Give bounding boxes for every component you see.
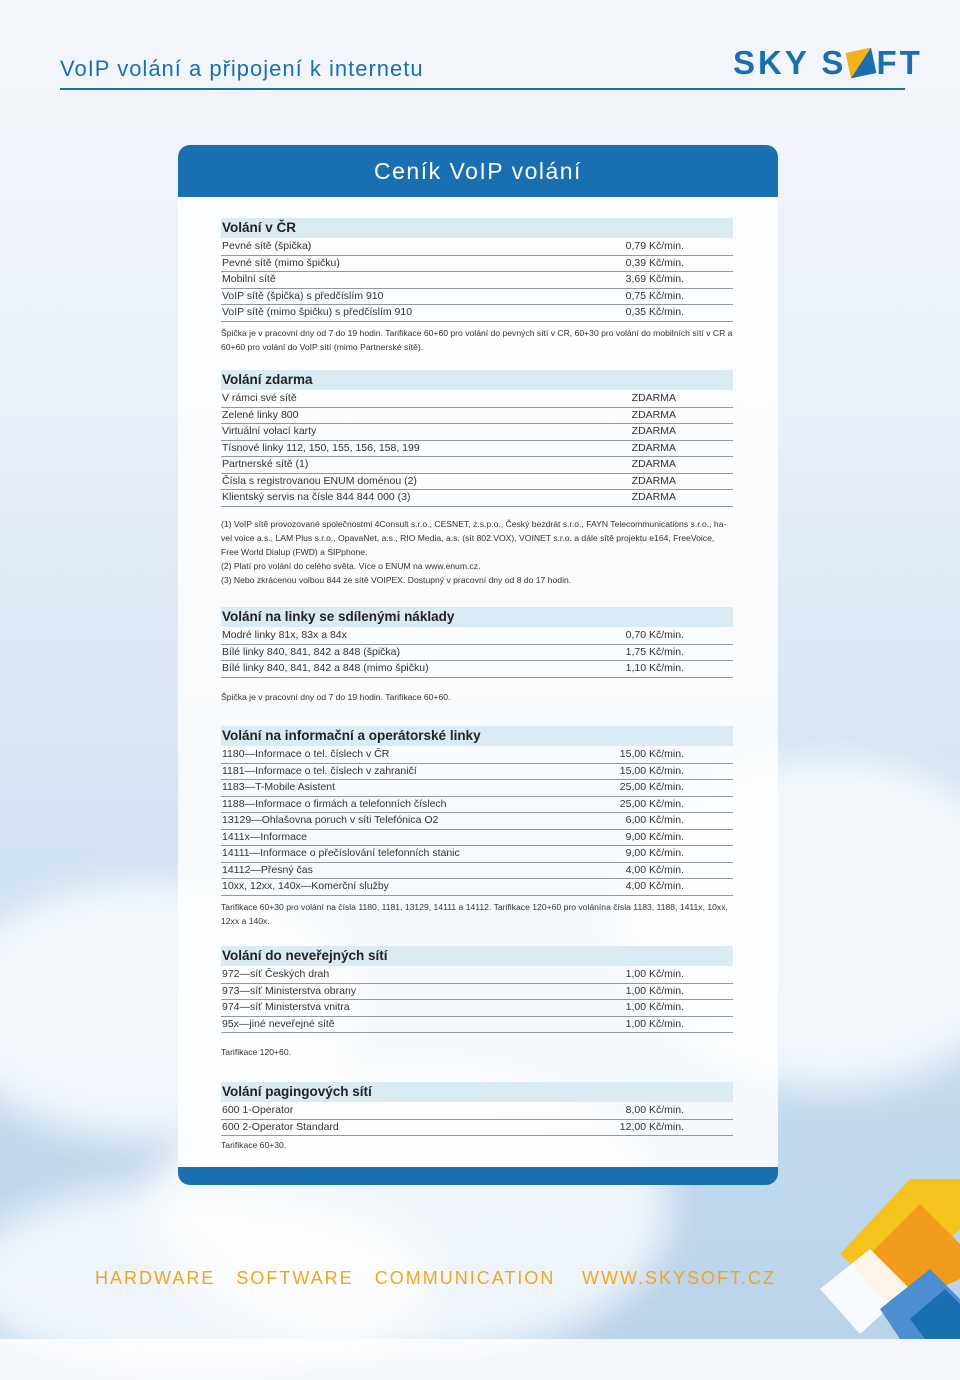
section-note: Špička je v pracovní dny od 7 do 19 hodin. Tarifikace 60+60 pro volání do pevných sítí v CR, 60+30 pro volání do mobilních sítí v CR a 60+60 pro volání do VoIP sítí (mimo Partnerské sítě). — [221, 327, 733, 352]
table-row: Modré linky 81x, 83x a 84x 0,70 Kč/min. — [221, 628, 733, 645]
section-shared-cost — [221, 607, 733, 704]
table-row: Bílé linky 840, 841, 842 a 848 (špička) 1,75 Kč/min. — [221, 645, 733, 662]
section-note: Tarifikace 120+60. — [221, 1047, 291, 1057]
table-row: 1181—Informace o tel. číslech v zahraničí 15,00 Kč/min. — [221, 764, 733, 781]
card-header — [178, 145, 778, 197]
table-row: 974—síť Ministerstva vnitra 1,00 Kč/min. — [221, 1000, 733, 1017]
section-note: Tarifikace 60+30 pro volání na čísla 1180, 1181, 13129, 14111 a 14112. Tarifikace 120+60 pro volánína čísla 1183, 1188, 1411x, 10xx, 12xx a 140x. — [221, 901, 728, 926]
table-row: Čísla s registrovanou ENUM doménou (2) ZDARMA — [221, 474, 733, 491]
footer-website-link[interactable]: WWW.SKYSOFT.CZ — [582, 1268, 776, 1288]
table-row: Mobilní sítě 3,69 Kč/min. — [221, 272, 733, 289]
table-row: 600 1-Operator 8,00 Kč/min. — [221, 1103, 733, 1120]
logo-mark-icon — [846, 48, 877, 79]
table-row: 1411x—Informace 9,00 Kč/min. — [221, 830, 733, 847]
footer-software: SOFTWARE — [236, 1268, 354, 1288]
table-row: Pevné sítě (mimo špičku) 0,39 Kč/min. — [221, 256, 733, 273]
table-row: 973—síť Ministerstva obrany 1,00 Kč/min. — [221, 984, 733, 1001]
footer-hardware: HARDWARE — [95, 1268, 216, 1288]
table-row: V rámci své sítě ZDARMA — [221, 391, 733, 408]
section-title: Volání zdarma — [221, 370, 733, 390]
table-row: Klientský servis na čísle 844 844 000 (3) ZDARMA — [221, 490, 733, 507]
table-row: 95x—jiné neveřejné sítě 1,00 Kč/min. — [221, 1017, 733, 1034]
card-title: Ceník VoIP volání — [374, 157, 582, 184]
section-free — [221, 370, 733, 587]
table-row: 1183—T-Mobile Asistent 25,00 Kč/min. — [221, 780, 733, 797]
table-row: 1180—Informace o tel. číslech v ČR 15,00 Kč/min. — [221, 747, 733, 764]
section-title: Volání do neveřejných sítí — [221, 946, 733, 966]
card-footer — [178, 1167, 778, 1185]
table-row: Pevné sítě (špička) 0,79 Kč/min. — [221, 239, 733, 256]
decorative-corner-shapes-icon — [800, 1159, 960, 1339]
table-row: 14112—Přesný čas 4,00 Kč/min. — [221, 863, 733, 880]
table-row: 1188—Informace o firmách a telefonních číslech 25,00 Kč/min. — [221, 797, 733, 814]
section-cr — [221, 218, 733, 354]
section-note: Tarifikace 60+30. — [221, 1140, 287, 1150]
footnote-1: (1) VoIP sítě provozované společnostmi 4Consult s.r.o., CESNET, z.s.p.o., Český bezdrát s.r.o., FAYN Telecommunications s.r.o., ha-vel voice a.s., LAM Plus s.r.o., OpavaNet, a.s., RIO Media, a.s. (sít 802.VOX), VOINET s.r.o. a dále sítě projektu e164, FreeVoice, Free World Dialup (FWD) a SIPphone. — [221, 518, 727, 557]
table-row: VoIP sítě (mimo špičku) s předčíslím 910 0,35 Kč/min. — [221, 305, 733, 322]
table-row: Bílé linky 840, 841, 842 a 848 (mimo špičku) 1,10 Kč/min. — [221, 661, 733, 678]
table-row: Partnerské sítě (1) ZDARMA — [221, 457, 733, 474]
price-list-card — [178, 145, 778, 1185]
table-row: 600 2-Operator Standard 12,00 Kč/min. — [221, 1120, 733, 1137]
section-title: Volání na informační a operátorské linky — [221, 726, 733, 746]
table-row: Zelené linky 800 ZDARMA — [221, 408, 733, 425]
table-row: VoIP sítě (špička) s předčíslím 910 0,75 Kč/min. — [221, 289, 733, 306]
footer-tagline — [95, 1268, 775, 1289]
section-title: Volání pagingových sítí — [221, 1082, 733, 1102]
skysoft-logo: SKY S FT — [733, 44, 923, 81]
footnote-2: (2) Platí pro volání do celého světa. Více o ENUM na www.enum.cz. — [221, 560, 481, 571]
section-nonpublic — [221, 946, 733, 1059]
section-title: Volání v ČR — [221, 218, 733, 238]
section-note: Špička je v pracovní dny od 7 do 19 hodin. Tarifikace 60+60. — [221, 691, 451, 702]
table-row: Tísnové linky 112, 150, 155, 156, 158, 199 ZDARMA — [221, 441, 733, 458]
table-row: 10xx, 12xx, 140x—Komerční služby 4,00 Kč/min. — [221, 879, 733, 896]
table-row: 14111—Informace o přečíslování telefonních stanic 9,00 Kč/min. — [221, 846, 733, 863]
header-rule — [60, 88, 905, 90]
table-row: 972—síť Českých drah 1,00 Kč/min. — [221, 967, 733, 984]
section-paging — [221, 1082, 733, 1152]
table-row: 13129—Ohlašovna poruch v síti Telefónica O2 6,00 Kč/min. — [221, 813, 733, 830]
section-title: Volání na linky se sdílenými náklady — [221, 607, 733, 627]
footnote-3: (3) Nebo zkrácenou volbou 844 ze sítě VOIPEX. Dostupný v pracovní dny od 8 do 17 hodin. — [221, 574, 572, 585]
section-info-lines — [221, 726, 733, 928]
page-header-title: VoIP volání a připojení k internetu — [60, 56, 424, 81]
footer-communication: COMMUNICATION — [374, 1268, 556, 1288]
table-row: Virtuální volací karty ZDARMA — [221, 424, 733, 441]
